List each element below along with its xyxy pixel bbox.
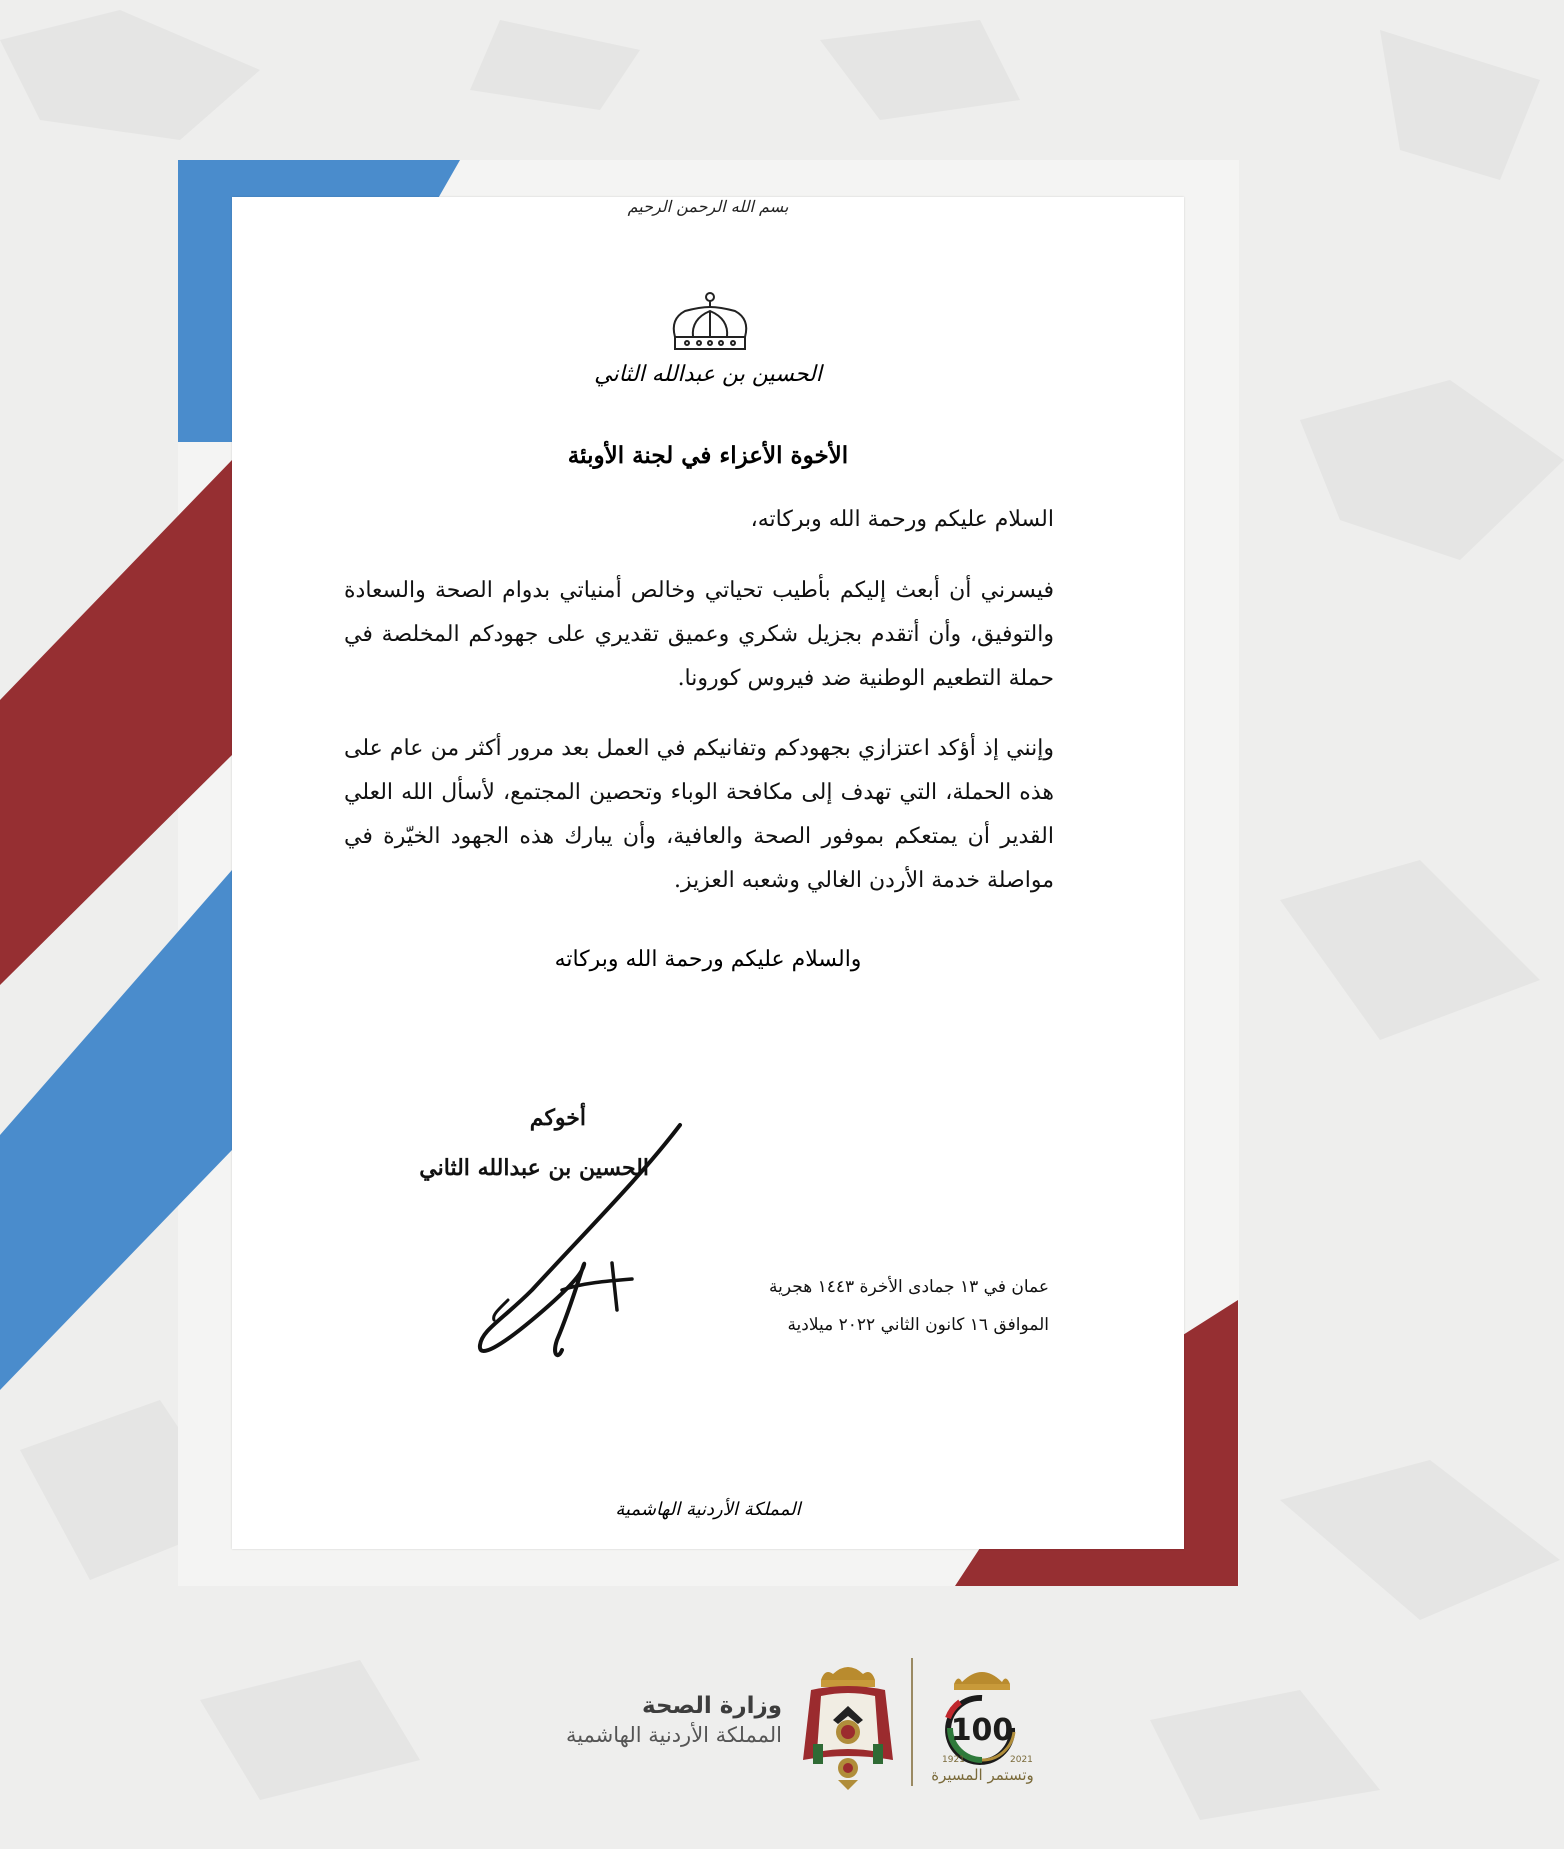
ministry-branding [566,1693,782,1747]
ministry-name: وزارة الصحة [642,1693,782,1719]
handwritten-signature [472,1115,712,1375]
centennial-number: 100 [950,1713,1014,1748]
signature-name: الحسين بن عبدالله الثاني [419,1155,649,1181]
crown-icon [665,289,755,359]
date-hijri: عمان في ١٣ جمادى الأخرة ١٤٤٣ هجرية [769,1277,1049,1297]
royal-letter [232,197,1184,1549]
header-signature: الحسين بن عبدالله الثاني [594,362,822,387]
basmala: بسم الله الرحمن الرحيم [627,197,789,216]
paragraph-1: فيسرني أن أبعث إليكم بأطيب تحياتي وخالص أمنياتي بدوام الصحة والسعادة والتوفيق، وأن أتقدم بجزيل شكري وعميق تقديري على جهودكم المخلصة في حملة التطعيم الوطنية ضد فيروس كورونا. [344,578,1054,691]
paragraph-2: وإنني إذ أؤكد اعتزازي بجهودكم وتفانيكم في العمل بعد مرور أكثر من عام على هذه الحملة، التي تهدف إلى مكافحة الوباء وتحصين المجتمع، لأسأل الله العلي القدير أن يمتعكم بموفور الصحة والعافية، وأن يبارك هذه الجهود الخيّرة في مواصلة خدمة الأردن الغالي وشعبه العزيز. [344,736,1054,893]
signature-label: أخوكم [529,1105,586,1131]
centennial-start-year: 1921 [942,1755,965,1765]
centennial-end-year: 2021 [1010,1755,1033,1765]
footer-seal: المملكة الأردنية الهاشمية [615,1499,801,1520]
closing-salutation: والسلام عليكم ورحمة الله وبركاته [554,947,862,972]
letter-address: الأخوة الأعزاء في لجنة الأوبئة [567,442,849,469]
red-diagonal-stripe [0,460,232,985]
kingdom-name: المملكة الأردنية الهاشمية [565,1723,782,1747]
centennial-motto: وتستمر المسيرة [931,1766,1034,1784]
coat-of-arms-icon [793,1660,903,1792]
branding-divider [911,1658,913,1786]
centennial-logo [920,1658,1045,1768]
greeting: السلام عليكم ورحمة الله وبركاته، [750,507,1054,532]
date-gregorian: الموافق ١٦ كانون الثاني ٢٠٢٢ ميلادية [787,1315,1049,1335]
